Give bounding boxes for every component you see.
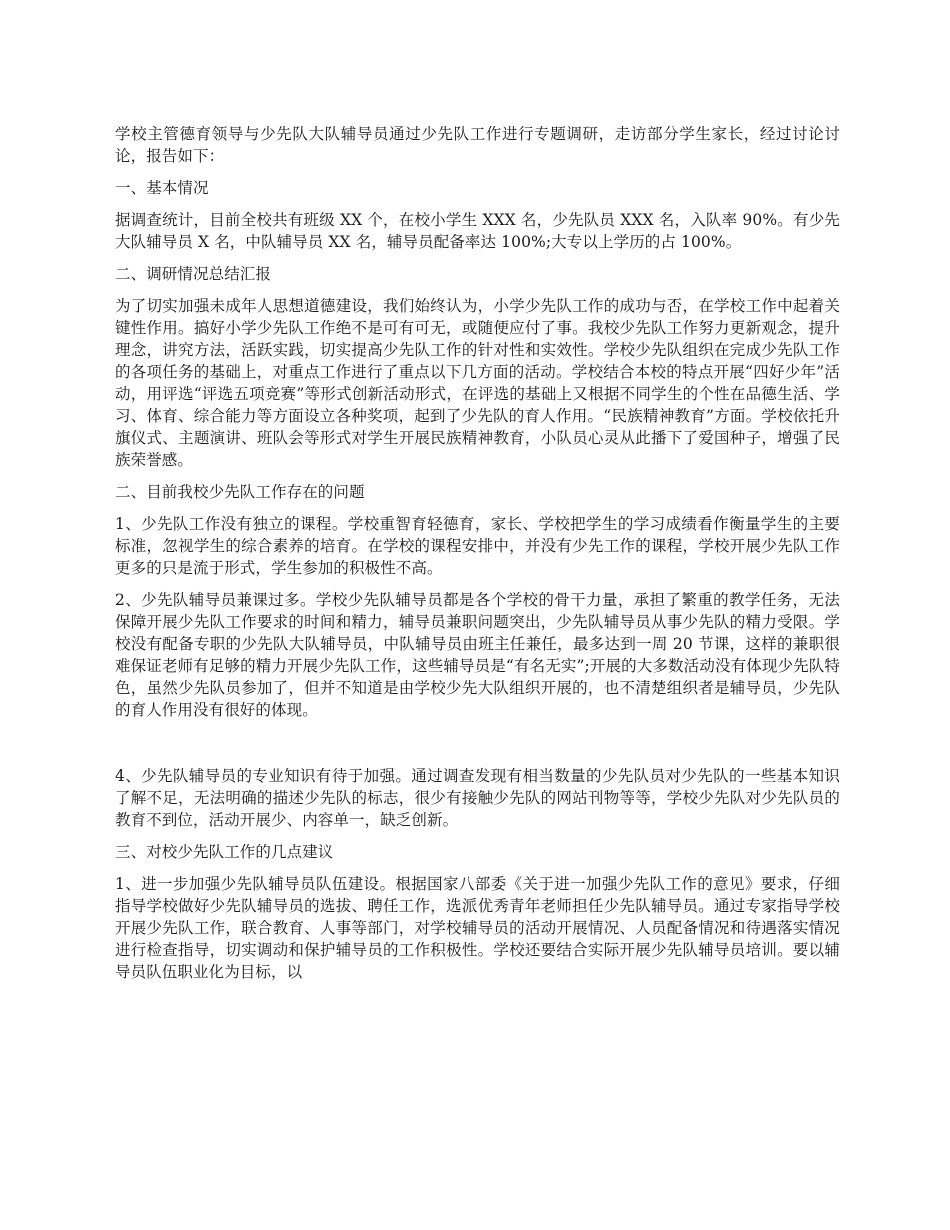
problem-item-1: 1、少先队工作没有独立的课程。学校重智育轻德育，家长、学校把学生的学习成绩看作衡量学生的主要标准，忽视学生的综合素养的培育。在学校的课程安排中，并没有少先工作的课程，学校开展少先队工作更多的只是流于形式，学生参加的积极性不高。	[115, 515, 840, 577]
section-heading-suggestions: 三、对校少先队工作的几点建议	[115, 843, 334, 861]
document-page	[115, 123, 840, 993]
section-heading-problems: 二、目前我校少先队工作存在的问题	[115, 483, 365, 501]
problem-item-2: 2、少先队辅导员兼课过多。学校少先队辅导员都是各个学校的骨干力量，承担了繁重的教学任务，无法保障开展少先队工作要求的时间和精力，辅导员兼职问题突出，少先队辅导员从事少先队的精力受限。学校没有配备专职的少先队大队辅导员，中队辅导员由班主任兼任，最多达到一周 20 节课，这样的兼职很难保证老师有足够的精力开展少先队工作，这些辅导员是“有名无实”;开展的大多数活动没有体现少先队特色，虽然少先队员参加了，但并不知道是由学校少先大队组织开展的，也不清楚组织者是辅导员，少先队的育人作用没有很好的体现。	[115, 591, 840, 719]
section-heading-research-summary: 二、调研情况总结汇报	[115, 265, 272, 283]
problem-item-4: 4、少先队辅导员的专业知识有待于加强。通过调查发现有相当数量的少先队员对少先队的一些基本知识了解不足，无法明确的描述少先队的标志，很少有接触少先队的网站刊物等等，学校少先队对少先队员的教育不到位，活动开展少、内容单一，缺乏创新。	[115, 767, 840, 829]
basic-situation-paragraph: 据调查统计，目前全校共有班级 XX 个，在校小学生 XXX 名，少先队员 XXX 名，入队率 90%。有少先大队辅导员 X 名，中队辅导员 XX 名，辅导员配备率达 100%;大专以上学历的占 100%。	[115, 211, 840, 251]
intro-paragraph: 学校主管德育领导与少先队大队辅导员通过少先队工作进行专题调研，走访部分学生家长，经过讨论讨论，报告如下：	[115, 125, 840, 165]
research-summary-paragraph: 为了切实加强未成年人思想道德建设，我们始终认为，小学少先队工作的成功与否，在学校工作中起着关键性作用。搞好小学少先队工作绝不是可有可无，或随便应付了事。我校少先队工作努力更新观念，提升理念，讲究方法，活跃实践，切实提高少先队工作的针对性和实效性。学校少先队组织在完成少先队工作的各项任务的基础上，对重点工作进行了重点以下几方面的活动。学校结合本校的特点开展“四好少年”活动，用评选“评选五项竞赛”等形式创新活动形式，在评选的基础上又根据不同学生的个性在品德生活、学习、体育、综合能力等方面设立各种奖项，起到了少先队的育人作用。“民族精神教育”方面。学校依托升旗仪式、主题演讲、班队会等形式对学生开展民族精神教育，小队员心灵从此播下了爱国种子，增强了民族荣誉感。	[115, 297, 840, 469]
section-heading-basic-situation: 一、基本情况	[115, 179, 209, 197]
blank-gap	[115, 731, 840, 765]
suggestion-item-1: 1、进一步加强少先队辅导员队伍建设。根据国家八部委《关于进一加强少先队工作的意见》要求，仔细指导学校做好少先队辅导员的选拔、聘任工作，选派优秀青年老师担任少先队辅导员。通过专家指导学校开展少先队工作，联合教育、人事等部门，对学校辅导员的活动开展情况、人员配备情况和待遇落实情况进行检查指导，切实调动和保护辅导员的工作积极性。学校还要结合实际开展少先队辅导员培训。要以辅导员队伍职业化为目标，以	[115, 875, 840, 981]
